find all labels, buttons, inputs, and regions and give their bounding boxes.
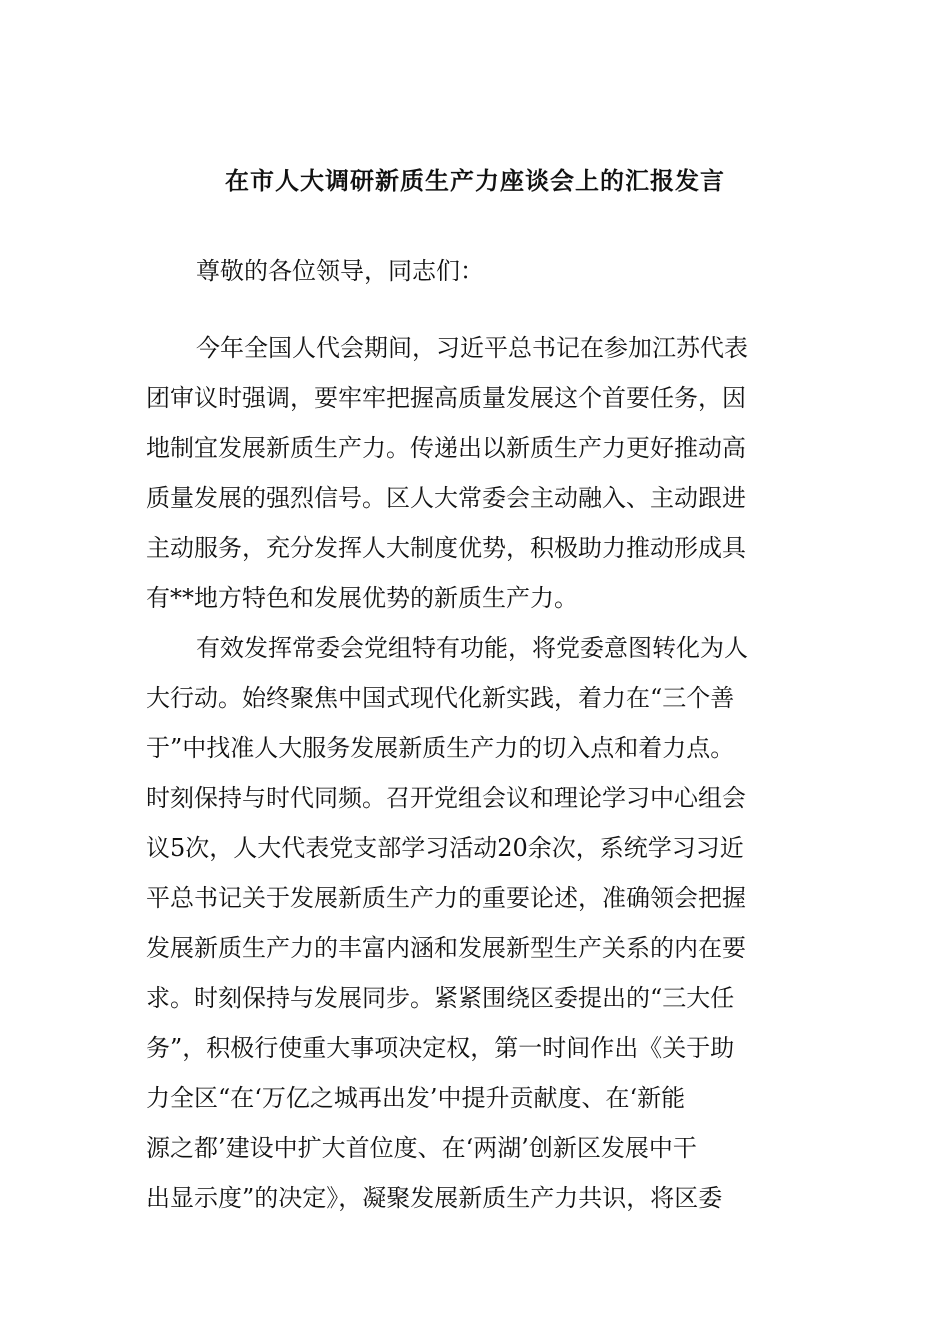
paragraph-1	[146, 330, 826, 630]
text-line: 有**地方特色和发展优势的新质生产力。	[146, 584, 578, 612]
text-line: 有效发挥常委会党组特有功能，将党委意图转化为人	[196, 634, 748, 662]
text-line: 今年全国人代会期间，习近平总书记在参加江苏代表	[196, 334, 748, 362]
text-line: 出显示度”的决定》，凝聚发展新质生产力共识，将区委	[146, 1184, 723, 1212]
salutation: 尊敬的各位领导，同志们：	[196, 257, 484, 285]
text-line: 求。时刻保持与发展同步。紧紧围绕区委提出的“三大任	[146, 984, 735, 1012]
text-line: 时刻保持与时代同频。召开党组会议和理论学习中心组会	[146, 784, 746, 812]
text-line: 大行动。始终聚焦中国式现代化新实践，着力在“三个善	[146, 684, 735, 712]
document-body	[146, 330, 826, 1230]
text-line: 务”，积极行使重大事项决定权，第一时间作出《关于助	[146, 1034, 735, 1062]
text-line: 平总书记关于发展新质生产力的重要论述，准确领会把握	[146, 884, 746, 912]
text-line: 团审议时强调，要牢牢把握高质量发展这个首要任务，因	[146, 384, 746, 412]
text-line: 质量发展的强烈信号。区人大常委会主动融入、主动跟进	[146, 484, 746, 512]
paragraph-2	[146, 630, 826, 1230]
text-line: 力全区“在‘万亿之城再出发’中提升贡献度、在‘新能	[146, 1084, 686, 1112]
text-line: 主动服务，充分发挥人大制度优势，积极助力推动形成具	[146, 534, 746, 562]
text-line: 地制宜发展新质生产力。传递出以新质生产力更好推动高	[146, 434, 746, 462]
text-line: 于”中找准人大服务发展新质生产力的切入点和着力点。	[146, 734, 735, 762]
text-line: 源之都’建设中扩大首位度、在‘两湖’创新区发展中干	[146, 1134, 697, 1162]
text-line: 议5次，人大代表党支部学习活动20余次，系统学习习近	[146, 834, 744, 862]
text-line: 发展新质生产力的丰富内涵和发展新型生产关系的内在要	[146, 934, 746, 962]
document-title: 在市人大调研新质生产力座谈会上的汇报发言	[225, 166, 725, 195]
